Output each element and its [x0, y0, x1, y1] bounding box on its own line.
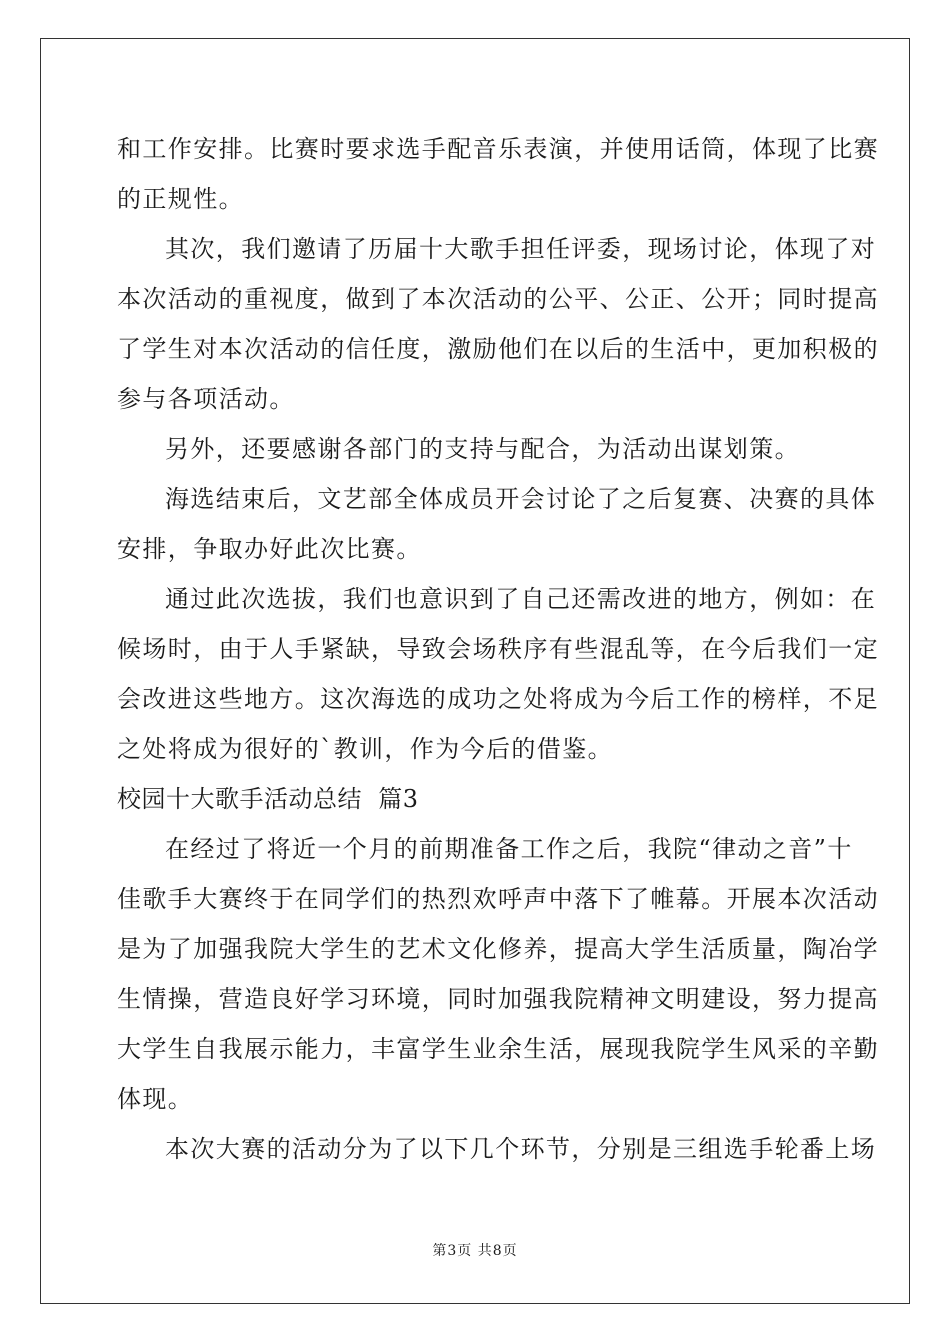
- paragraph-line: 候场时，由于人手紧缺，导致会场秩序有些混乱等，在今后我们一定: [117, 635, 879, 663]
- paragraph-line: 在经过了将近一个月的前期准备工作之后，我院“律动之音”十: [165, 835, 853, 863]
- paragraph-line: 本次大赛的活动分为了以下几个环节，分别是三组选手轮番上场: [165, 1135, 877, 1163]
- paragraph-line: 其次，我们邀请了历届十大歌手担任评委，现场讨论，体现了对: [165, 235, 877, 263]
- page-border: [40, 38, 910, 1304]
- paragraph-line: 本次活动的重视度，做到了本次活动的公平、公正、公开；同时提高: [117, 285, 879, 313]
- paragraph-line: 会改进这些地方。这次海选的成功之处将成为今后工作的榜样，不足: [117, 685, 879, 713]
- paragraph-line: 佳歌手大赛终于在同学们的热烈欢呼声中落下了帷幕。开展本次活动: [117, 885, 879, 913]
- section-title: 校园十大歌手活动总结 篇3: [117, 785, 419, 813]
- paragraph-line: 另外，还要感谢各部门的支持与配合，为活动出谋划策。: [165, 435, 800, 463]
- paragraph-line: 的正规性。: [117, 185, 244, 213]
- paragraph-line: 通过此次选拔，我们也意识到了自己还需改进的地方，例如：在: [165, 585, 877, 613]
- paragraph-line: 海选结束后，文艺部全体成员开会讨论了之后复赛、决赛的具体: [165, 485, 877, 513]
- paragraph-line: 参与各项活动。: [117, 385, 295, 413]
- paragraph-line: 和工作安排。比赛时要求选手配音乐表演，并使用话筒，体现了比赛: [117, 135, 879, 163]
- paragraph-line: 之处将成为很好的`教训，作为今后的借鉴。: [117, 735, 613, 763]
- paragraph-line: 安排，争取办好此次比赛。: [117, 535, 422, 563]
- paragraph-line: 是为了加强我院大学生的艺术文化修养，提高大学生活质量，陶冶学: [117, 935, 879, 963]
- paragraph-line: 大学生自我展示能力，丰富学生业余生活，展现我院学生风采的辛勤: [117, 1035, 879, 1063]
- paragraph-line: 体现。: [117, 1085, 194, 1113]
- paragraph-line: 生情操，营造良好学习环境，同时加强我院精神文明建设，努力提高: [117, 985, 879, 1013]
- paragraph-line: 了学生对本次活动的信任度，激励他们在以后的生活中，更加积极的: [117, 335, 879, 363]
- page-number-footer: 第3页 共8页: [432, 1243, 518, 1259]
